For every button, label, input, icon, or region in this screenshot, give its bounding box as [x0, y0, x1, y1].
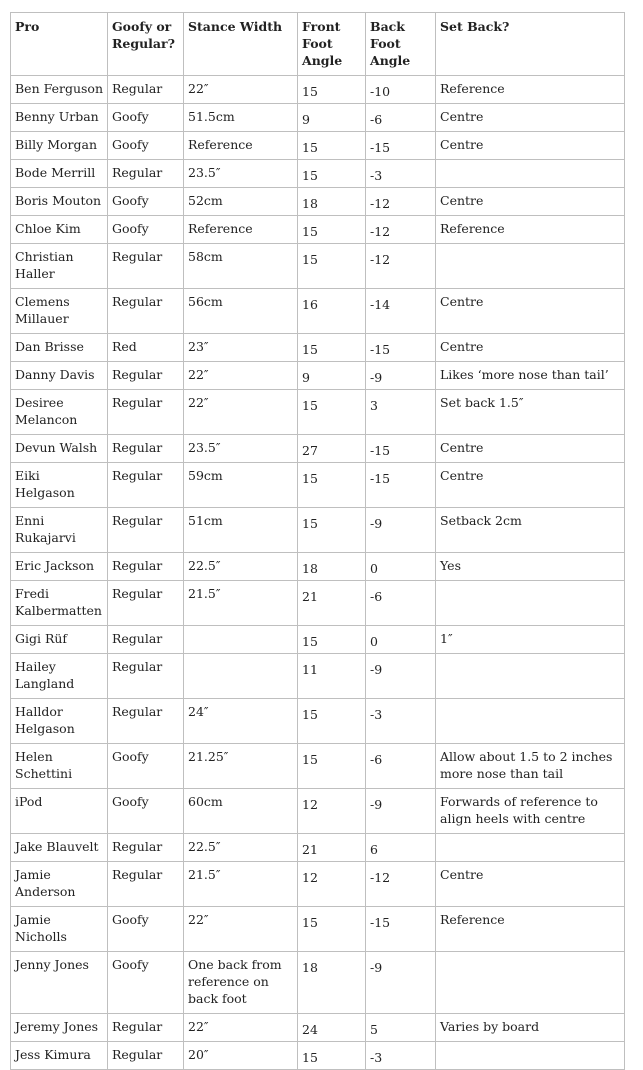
pro-cell: Eric Jackson	[11, 553, 108, 581]
set-back-cell	[436, 654, 625, 699]
back-foot-angle-cell: 6	[366, 834, 436, 862]
stance-type-cell: Regular	[108, 1014, 184, 1042]
set-back-cell	[436, 244, 625, 289]
pro-cell: Clemens Millauer	[11, 289, 108, 334]
stance-type-cell: Goofy	[108, 104, 184, 132]
back-foot-angle-cell: 3	[366, 390, 436, 435]
stance-type-cell: Regular	[108, 626, 184, 654]
set-back-cell: Reference	[436, 76, 625, 104]
stance-type-cell: Regular	[108, 508, 184, 553]
pro-cell: Fredi Kalbermatten	[11, 581, 108, 626]
set-back-cell: Set back 1.5″	[436, 390, 625, 435]
front-foot-angle-cell: 21	[298, 834, 366, 862]
set-back-cell: Centre	[436, 104, 625, 132]
stance-width-cell: 22″	[184, 907, 298, 952]
front-foot-angle-cell: 15	[298, 76, 366, 104]
front-foot-angle-cell: 15	[298, 463, 366, 508]
front-foot-angle-cell: 21	[298, 581, 366, 626]
back-foot-angle-cell: -12	[366, 244, 436, 289]
table-row	[11, 553, 625, 581]
stance-width-cell: Reference	[184, 216, 298, 244]
table-row	[11, 188, 625, 216]
front-foot-angle-cell: 15	[298, 244, 366, 289]
pro-cell: Halldor Helgason	[11, 699, 108, 744]
front-foot-angle-cell: 15	[298, 508, 366, 553]
back-foot-angle-cell: -6	[366, 744, 436, 789]
pro-cell: Jamie Anderson	[11, 862, 108, 907]
stance-width-cell: 20″	[184, 1042, 298, 1070]
table-row	[11, 654, 625, 699]
table-row	[11, 862, 625, 907]
front-foot-angle-cell: 24	[298, 1014, 366, 1042]
pro-cell: Benny Urban	[11, 104, 108, 132]
set-back-cell: 1″	[436, 626, 625, 654]
pro-cell: Gigi Rüf	[11, 626, 108, 654]
set-back-cell: Centre	[436, 463, 625, 508]
set-back-cell: Centre	[436, 334, 625, 362]
set-back-cell: Reference	[436, 216, 625, 244]
stance-width-cell: 22″	[184, 362, 298, 390]
header-stance-width: Stance Width	[184, 13, 298, 76]
back-foot-angle-cell: -3	[366, 1042, 436, 1070]
table-row	[11, 244, 625, 289]
stance-type-cell: Regular	[108, 862, 184, 907]
set-back-cell	[436, 581, 625, 626]
table-row	[11, 390, 625, 435]
front-foot-angle-cell: 18	[298, 553, 366, 581]
stance-type-cell: Regular	[108, 581, 184, 626]
table-row	[11, 132, 625, 160]
table-row	[11, 508, 625, 553]
front-foot-angle-cell: 12	[298, 789, 366, 834]
set-back-cell	[436, 1042, 625, 1070]
stance-width-cell: 56cm	[184, 289, 298, 334]
table-row	[11, 289, 625, 334]
table-header	[11, 13, 625, 76]
front-foot-angle-cell: 18	[298, 188, 366, 216]
stance-width-cell: 24″	[184, 699, 298, 744]
stance-width-cell: 21.5″	[184, 581, 298, 626]
pro-cell: Jenny Jones	[11, 952, 108, 1014]
header-row	[11, 13, 625, 76]
stance-type-cell: Regular	[108, 553, 184, 581]
pro-cell: Desiree Melancon	[11, 390, 108, 435]
set-back-cell	[436, 952, 625, 1014]
back-foot-angle-cell: -15	[366, 334, 436, 362]
front-foot-angle-cell: 15	[298, 132, 366, 160]
stance-type-cell: Red	[108, 334, 184, 362]
set-back-cell: Likes ‘more nose than tail’	[436, 362, 625, 390]
set-back-cell: Allow about 1.5 to 2 inches more nose than tail	[436, 744, 625, 789]
table-body	[11, 76, 625, 1070]
stance-type-cell: Goofy	[108, 216, 184, 244]
pro-cell: Boris Mouton	[11, 188, 108, 216]
set-back-cell: Centre	[436, 862, 625, 907]
pro-cell: Jamie Nicholls	[11, 907, 108, 952]
back-foot-angle-cell: -9	[366, 508, 436, 553]
back-foot-angle-cell: -6	[366, 104, 436, 132]
stance-type-cell: Goofy	[108, 789, 184, 834]
header-set-back: Set Back?	[436, 13, 625, 76]
set-back-cell: Centre	[436, 289, 625, 334]
stance-width-cell: 22″	[184, 390, 298, 435]
front-foot-angle-cell: 15	[298, 907, 366, 952]
stance-table	[10, 12, 625, 1070]
pro-cell: Jeremy Jones	[11, 1014, 108, 1042]
back-foot-angle-cell: -15	[366, 132, 436, 160]
stance-type-cell: Goofy	[108, 952, 184, 1014]
back-foot-angle-cell: -6	[366, 581, 436, 626]
pro-cell: Danny Davis	[11, 362, 108, 390]
back-foot-angle-cell: -9	[366, 362, 436, 390]
table-row	[11, 334, 625, 362]
table-row	[11, 362, 625, 390]
back-foot-angle-cell: -9	[366, 654, 436, 699]
stance-width-cell: Reference	[184, 132, 298, 160]
stance-type-cell: Regular	[108, 390, 184, 435]
stance-type-cell: Regular	[108, 1042, 184, 1070]
front-foot-angle-cell: 15	[298, 744, 366, 789]
pro-cell: Helen Schettini	[11, 744, 108, 789]
back-foot-angle-cell: -9	[366, 952, 436, 1014]
pro-cell: iPod	[11, 789, 108, 834]
front-foot-angle-cell: 12	[298, 862, 366, 907]
stance-width-cell	[184, 626, 298, 654]
table-row	[11, 1014, 625, 1042]
pro-cell: Billy Morgan	[11, 132, 108, 160]
stance-width-cell: 58cm	[184, 244, 298, 289]
set-back-cell: Forwards of reference to align heels with centre	[436, 789, 625, 834]
set-back-cell: Centre	[436, 435, 625, 463]
pro-cell: Devun Walsh	[11, 435, 108, 463]
table-row	[11, 160, 625, 188]
table-row	[11, 463, 625, 508]
stance-type-cell: Regular	[108, 160, 184, 188]
stance-width-cell: 22″	[184, 76, 298, 104]
stance-width-cell: 22.5″	[184, 553, 298, 581]
back-foot-angle-cell: -3	[366, 160, 436, 188]
set-back-cell	[436, 699, 625, 744]
header-pro: Pro	[11, 13, 108, 76]
stance-width-cell: 60cm	[184, 789, 298, 834]
set-back-cell: Varies by board	[436, 1014, 625, 1042]
stance-type-cell: Regular	[108, 244, 184, 289]
front-foot-angle-cell: 9	[298, 362, 366, 390]
front-foot-angle-cell: 15	[298, 626, 366, 654]
back-foot-angle-cell: -12	[366, 188, 436, 216]
pro-cell: Hailey Langland	[11, 654, 108, 699]
stance-type-cell: Goofy	[108, 188, 184, 216]
front-foot-angle-cell: 15	[298, 160, 366, 188]
back-foot-angle-cell: 5	[366, 1014, 436, 1042]
stance-type-cell: Regular	[108, 699, 184, 744]
stance-type-cell: Goofy	[108, 907, 184, 952]
stance-width-cell: 22.5″	[184, 834, 298, 862]
back-foot-angle-cell: -3	[366, 699, 436, 744]
set-back-cell: Reference	[436, 907, 625, 952]
pro-cell: Christian Haller	[11, 244, 108, 289]
table-row	[11, 789, 625, 834]
table-row	[11, 744, 625, 789]
front-foot-angle-cell: 11	[298, 654, 366, 699]
front-foot-angle-cell: 18	[298, 952, 366, 1014]
pro-cell: Jess Kimura	[11, 1042, 108, 1070]
table-row	[11, 435, 625, 463]
stance-width-cell: 52cm	[184, 188, 298, 216]
set-back-cell: Centre	[436, 188, 625, 216]
set-back-cell: Setback 2cm	[436, 508, 625, 553]
stance-type-cell: Regular	[108, 76, 184, 104]
header-goofy-or-regular: Goofy or Regular?	[108, 13, 184, 76]
stance-width-cell: 59cm	[184, 463, 298, 508]
pro-cell: Enni Rukajarvi	[11, 508, 108, 553]
stance-width-cell: 23″	[184, 334, 298, 362]
front-foot-angle-cell: 15	[298, 1042, 366, 1070]
set-back-cell: Centre	[436, 132, 625, 160]
table-row	[11, 1042, 625, 1070]
stance-width-cell: 22″	[184, 1014, 298, 1042]
table-row	[11, 834, 625, 862]
front-foot-angle-cell: 9	[298, 104, 366, 132]
pro-cell: Eiki Helgason	[11, 463, 108, 508]
front-foot-angle-cell: 15	[298, 216, 366, 244]
stance-type-cell: Goofy	[108, 744, 184, 789]
pro-cell: Ben Ferguson	[11, 76, 108, 104]
table-row	[11, 626, 625, 654]
table-row	[11, 104, 625, 132]
pro-cell: Dan Brisse	[11, 334, 108, 362]
stance-width-cell: 51cm	[184, 508, 298, 553]
header-back-foot-angle: Back Foot Angle	[366, 13, 436, 76]
back-foot-angle-cell: 0	[366, 626, 436, 654]
stance-width-cell: One back from reference on back foot	[184, 952, 298, 1014]
back-foot-angle-cell: -15	[366, 907, 436, 952]
pro-cell: Bode Merrill	[11, 160, 108, 188]
stance-width-cell: 21.5″	[184, 862, 298, 907]
stance-width-cell: 23.5″	[184, 160, 298, 188]
stance-width-cell	[184, 654, 298, 699]
back-foot-angle-cell: -12	[366, 862, 436, 907]
stance-width-cell: 51.5cm	[184, 104, 298, 132]
header-front-foot-angle: Front Foot Angle	[298, 13, 366, 76]
front-foot-angle-cell: 27	[298, 435, 366, 463]
stance-type-cell: Goofy	[108, 132, 184, 160]
back-foot-angle-cell: 0	[366, 553, 436, 581]
stance-type-cell: Regular	[108, 834, 184, 862]
pro-cell: Chloe Kim	[11, 216, 108, 244]
table-row	[11, 76, 625, 104]
table-row	[11, 581, 625, 626]
front-foot-angle-cell: 15	[298, 699, 366, 744]
back-foot-angle-cell: -12	[366, 216, 436, 244]
table-row	[11, 216, 625, 244]
stance-type-cell: Regular	[108, 362, 184, 390]
set-back-cell	[436, 160, 625, 188]
table-row	[11, 907, 625, 952]
back-foot-angle-cell: -9	[366, 789, 436, 834]
stance-type-cell: Regular	[108, 289, 184, 334]
back-foot-angle-cell: -10	[366, 76, 436, 104]
stance-type-cell: Regular	[108, 435, 184, 463]
table-row	[11, 699, 625, 744]
set-back-cell: Yes	[436, 553, 625, 581]
stance-width-cell: 23.5″	[184, 435, 298, 463]
back-foot-angle-cell: -15	[366, 435, 436, 463]
back-foot-angle-cell: -15	[366, 463, 436, 508]
front-foot-angle-cell: 15	[298, 390, 366, 435]
set-back-cell	[436, 834, 625, 862]
pro-cell: Jake Blauvelt	[11, 834, 108, 862]
front-foot-angle-cell: 15	[298, 334, 366, 362]
stance-type-cell: Regular	[108, 463, 184, 508]
front-foot-angle-cell: 16	[298, 289, 366, 334]
table-row	[11, 952, 625, 1014]
stance-type-cell: Regular	[108, 654, 184, 699]
stance-width-cell: 21.25″	[184, 744, 298, 789]
back-foot-angle-cell: -14	[366, 289, 436, 334]
